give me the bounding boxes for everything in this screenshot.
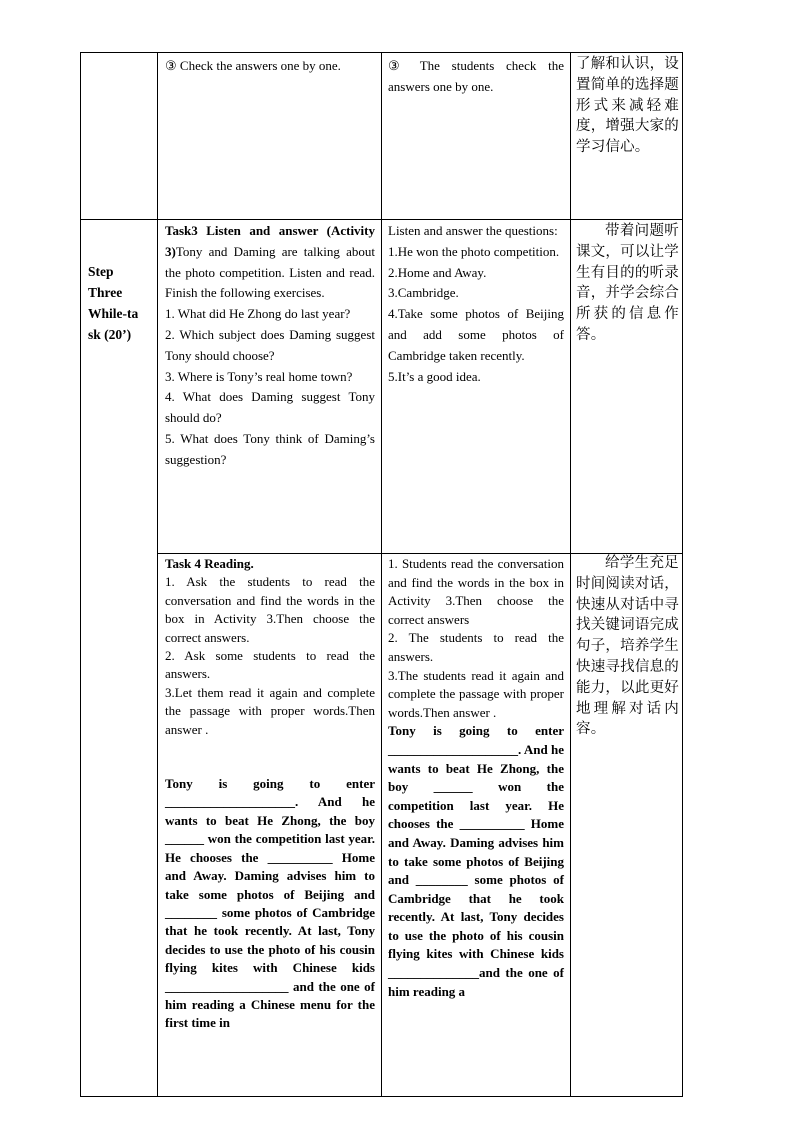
- column-divider: [157, 53, 158, 1096]
- answer-item: 3.Cambridge.: [388, 285, 459, 301]
- task3-teacher-activity: [165, 221, 375, 471]
- design-purpose-text: 给学生充足时间阅读对话，快速从对话中寻找关键词语完成句子，培养学生快速寻找信息的能力，以此更好地理解对话内容。: [576, 555, 679, 738]
- answer-item: 5.It’s a good idea.: [388, 368, 481, 384]
- row1-teacher-activity: [165, 56, 375, 77]
- row1-student-activity: [388, 56, 564, 98]
- column-divider: [381, 53, 382, 1096]
- student-step: 1. Students read the conversation and find the words in the box in Activity 3.Then choose the correct answers: [388, 556, 564, 627]
- question-item: 3. Where is Tony’s real home town?: [165, 368, 353, 384]
- step-label-line: sk (20’): [88, 327, 132, 342]
- design-purpose-text: 了解和认识，设置简单的选择题形式来减轻难度，增强大家的学习信心。: [576, 56, 679, 156]
- answer-item: 1.He won the photo competition.: [388, 243, 560, 259]
- column-divider: [570, 53, 571, 1096]
- row3-design-purpose: [576, 553, 679, 740]
- row-divider: [81, 219, 682, 220]
- question-item: 2. Which subject does Daming suggest Tony should choose?: [165, 326, 375, 363]
- answer-item: 4.Take some photos of Beijing and add some photos of Cambridge taken recently.: [388, 306, 564, 363]
- question-item: 1. What did He Zhong do last year?: [165, 306, 351, 322]
- task3-intro: Tony and Daming are talking about the photo competition. Listen and read. Finish the following exercises.: [165, 243, 375, 301]
- row2-design-purpose: [576, 221, 679, 346]
- students-intro: Listen and answer the questions:: [388, 223, 558, 238]
- teacher-step: 1. Ask the students to read the conversation and find the words in the box in Activity 3.Then choose the correct answers.: [165, 574, 375, 645]
- task4-title: Task 4 Reading.: [165, 556, 254, 571]
- row1-design-purpose: [576, 54, 679, 158]
- teacher-step: 2. Ask some students to read the answers.: [165, 648, 375, 682]
- lesson-plan-table: [80, 52, 683, 1097]
- students-check-answers: ③ The students check the answers one by one.: [388, 58, 564, 94]
- step-label-line: Three: [88, 285, 123, 300]
- teacher-fill-passage: Tony is going to enter ____________________. And he wants to beat He Zhong, the boy ______ won the competition last year. He chooses the __________ Home and Away. Daming advises him to take some photos of Beijing and ________ some photos of Cambridge that he took recently. At last, Tony decides to use the photo of his cousin flying kites with Chinese kids ___________________ and the one of him reading a Chinese menu for the first time in: [165, 776, 375, 1031]
- question-item: 5. What does Tony think of Daming’s suggestion?: [165, 430, 375, 467]
- step-label-line: Step: [88, 264, 114, 279]
- teacher-check-answers: ③ Check the answers one by one.: [165, 58, 341, 73]
- task4-student-activity: [388, 555, 564, 1001]
- task3-title: Task3 Listen and answer (Activity 3): [165, 223, 375, 259]
- student-step: 3.The students read it again and complete the passage with proper words.Then answer .: [388, 667, 564, 720]
- student-fill-passage: Tony is going to enter ____________________. And he wants to beat He Zhong, the boy ______ won the competition last year. He chooses the __________ Home and Away. Daming advises him to take some photos of Beijing and ________ some photos of Cambridge that he took recently. At last, Tony decides to use the photo of his cousin flying kites with Chinese kids ______________and the one of him reading a: [388, 723, 564, 999]
- question-item: 4. What does Daming suggest Tony should do?: [165, 389, 375, 426]
- step-label-line: While-ta: [88, 306, 139, 321]
- answer-item: 2.Home and Away.: [388, 264, 487, 280]
- student-step: 2. The students to read the answers.: [388, 630, 564, 664]
- task4-teacher-activity: [165, 555, 375, 1033]
- task3-student-activity: [388, 221, 564, 387]
- step-label: [88, 261, 154, 345]
- design-purpose-text: 带着问题听课文，可以让学生有目的的听录音，并学会综合所获的信息作答。: [576, 223, 679, 343]
- teacher-step: 3.Let them read it again and complete the passage with proper words.Then answer .: [165, 684, 375, 737]
